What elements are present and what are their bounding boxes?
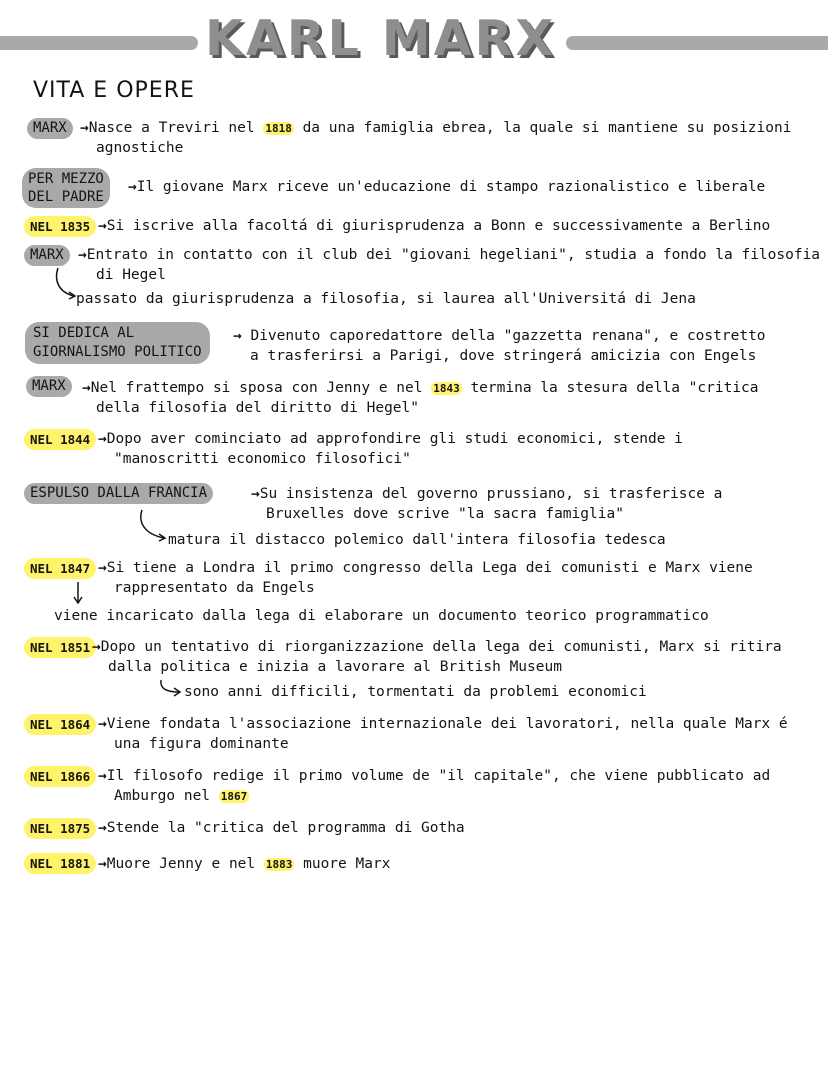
entry-tag-marx: MARX <box>27 118 73 139</box>
entry-text: dalla politica e inizia a lavorare al British Museum <box>108 659 562 675</box>
entry-tag-year: NEL 1844 <box>24 429 96 450</box>
entry-text: di Hegel <box>96 267 166 283</box>
entry-text: →Si iscrive alla facoltá di giurisprudenza a Bonn e successivamente a Berlino <box>98 218 771 234</box>
title-bar-right <box>566 36 828 50</box>
entry-tag-espulso-dalla-francia: ESPULSO DALLA FRANCIA <box>24 483 213 504</box>
arrow-right-icon: → <box>98 768 107 784</box>
arrow-right-icon: → <box>92 639 101 655</box>
year-highlight: 1818 <box>265 122 292 135</box>
arrow-right-icon: → <box>128 179 137 195</box>
entry-text: →Si tiene a Londra il primo congresso della Lega dei comunisti e Marx viene <box>98 560 753 576</box>
year-highlight: 1883 <box>265 858 293 871</box>
entry-text: →Dopo un tentativo di riorganizzazione della lega dei comunisti, Marx si ritira <box>92 639 782 655</box>
title-bar-left <box>0 36 198 50</box>
page-title: KARL MARX <box>205 10 557 67</box>
section-title: VITA E OPERE <box>33 78 195 103</box>
arrow-right-icon: → <box>98 431 107 447</box>
arrow-right-icon: → <box>98 560 107 576</box>
entry-text: →Stende la "critica del programma di Gotha <box>98 820 465 836</box>
entry-text: →Il giovane Marx riceve un'educazione di stampo razionalistico e liberale <box>128 179 766 195</box>
arrow-right-icon: → <box>98 820 107 836</box>
connector-arrow-icon <box>52 266 78 300</box>
entry-tag-year: NEL 1866 <box>24 766 96 787</box>
entry-tag-year: NEL 1851 <box>24 637 96 658</box>
entry-text: →Il filosofo redige il primo volume de "il capitale", che viene pubblicato ad <box>98 768 771 784</box>
arrow-right-icon: → <box>80 120 89 136</box>
year-highlight: 1843 <box>433 382 460 395</box>
entry-text: →Viene fondata l'associazione internazionale dei lavoratori, nella quale Marx é <box>98 716 788 732</box>
entry-tag-year: NEL 1835 <box>24 216 96 237</box>
entry-sub-text: sono anni difficili, tormentati da problemi economici <box>184 684 647 700</box>
connector-arrow-icon <box>70 580 86 608</box>
entry-tag-year: NEL 1864 <box>24 714 96 735</box>
entry-tag-year: NEL 1881 <box>24 853 96 874</box>
entry-tag-marx: MARX <box>26 376 72 397</box>
connector-arrow-icon <box>136 508 170 542</box>
entry-text: →Dopo aver cominciato ad approfondire gli studi economici, stende i <box>98 431 683 447</box>
entry-text: → Divenuto caporedattore della "gazzetta renana", e costretto <box>233 328 766 344</box>
entry-text: a trasferirsi a Parigi, dove stringerá amicizia con Engels <box>250 348 757 364</box>
entry-text: →Entrato in contatto con il club dei "giovani hegeliani", studia a fondo la filosofia <box>78 247 821 263</box>
entry-text: agnostiche <box>96 140 184 156</box>
entry-tag-year: NEL 1847 <box>24 558 96 579</box>
year-highlight: 1867 <box>220 790 248 803</box>
entry-text: Amburgo nel 1867 <box>114 788 248 804</box>
entry-text: una figura dominante <box>114 736 289 752</box>
entry-text: →Nel frattempo si sposa con Jenny e nel 1843 termina la stesura della "critica <box>82 380 759 396</box>
arrow-right-icon: → <box>98 716 107 732</box>
entry-tag-marx: MARX <box>24 245 70 266</box>
arrow-right-icon: → <box>98 218 107 234</box>
arrow-right-icon: → <box>251 486 260 502</box>
connector-arrow-icon <box>157 678 185 698</box>
arrow-right-icon: → <box>78 247 87 263</box>
arrow-right-icon: → <box>82 380 91 396</box>
entry-text: Bruxelles dove scrive "la sacra famiglia" <box>266 506 624 522</box>
entry-sub-text: viene incaricato dalla lega di elaborare un documento teorico programmatico <box>54 608 709 624</box>
arrow-right-icon: → <box>233 328 242 344</box>
entry-text: rappresentato da Engels <box>114 580 315 596</box>
entry-text: della filosofia del diritto di Hegel" <box>96 400 420 416</box>
entry-tag-giornalismo-politico: SI DEDICA AL GIORNALISMO POLITICO <box>25 322 210 364</box>
entry-text: →Su insistenza del governo prussiano, si trasferisce a <box>251 486 723 502</box>
entry-sub-text: passato da giurisprudenza a filosofia, si laurea all'Universitá di Jena <box>76 291 696 307</box>
entry-sub-text: matura il distacco polemico dall'intera filosofia tedesca <box>168 532 666 548</box>
entry-tag-year: NEL 1875 <box>24 818 96 839</box>
entry-text: →Nasce a Treviri nel 1818 da una famiglia ebrea, la quale si mantiene su posizioni <box>80 120 792 136</box>
arrow-right-icon: → <box>98 856 107 872</box>
entry-tag-per-mezzo-del-padre: PER MEZZO DEL PADRE <box>22 168 110 208</box>
entry-text: →Muore Jenny e nel 1883 muore Marx <box>98 856 391 872</box>
entry-text: "manoscritti economico filosofici" <box>114 451 411 467</box>
